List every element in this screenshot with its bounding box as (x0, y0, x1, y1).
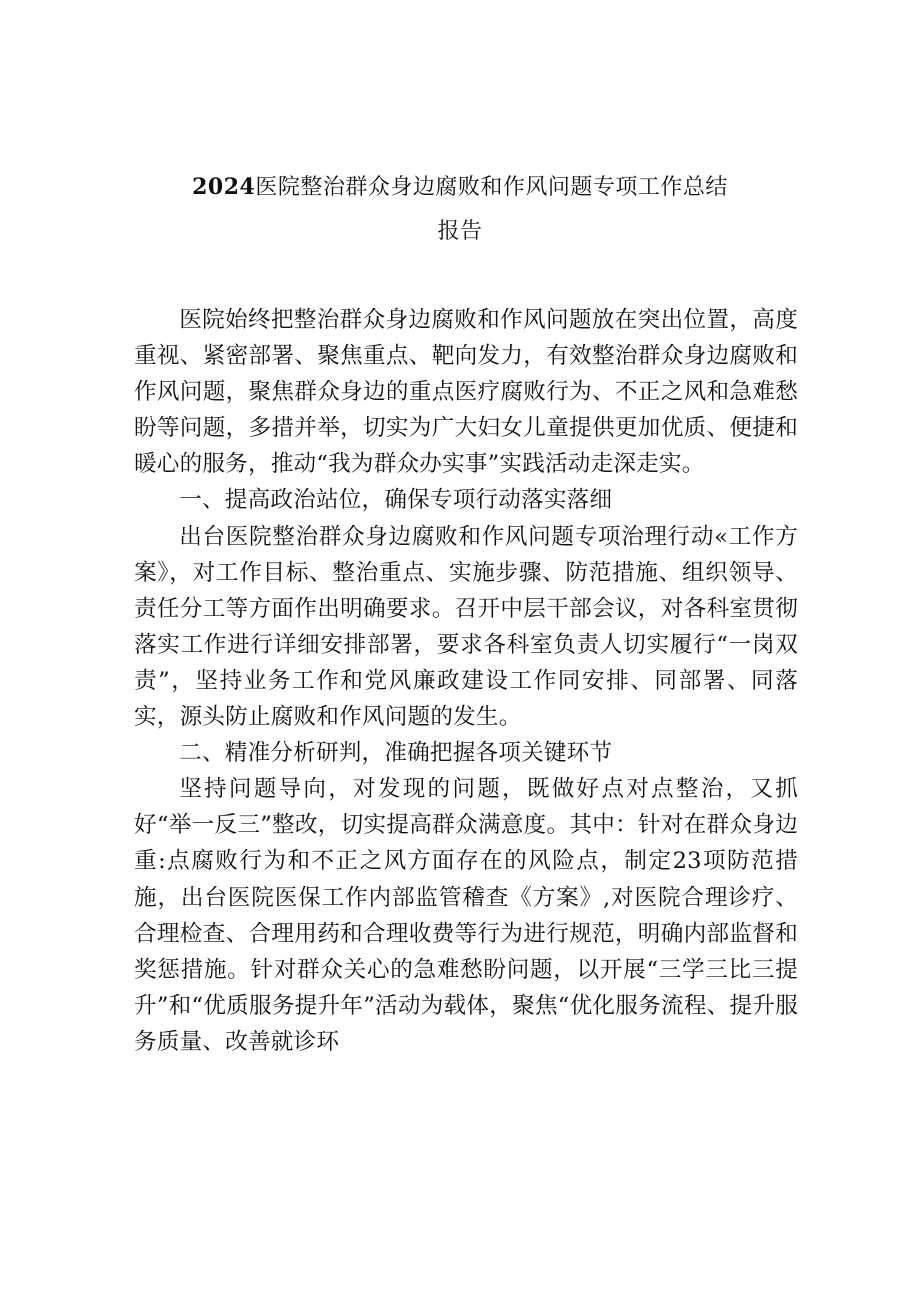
section-heading-2: 二、精准分析研判，准确把握各项关键环节 (179, 740, 613, 767)
intro-paragraph: 医院始终把整治群众身边腐败和作风问题放在突出位置，高度重视、紧密部署、聚焦重点、靶向发力，有效整治群众身边腐败和作风问题，聚焦群众身边的重点医疗腐败行为、不正之风和急难愁盼等问题，多措并举，切实为广大妇女儿童提供更加优质、便捷和暖心的服务，推动“我为群众办实事”实践活动走深走实。 (134, 307, 798, 478)
document-body (134, 302, 798, 1060)
section-1-paragraph: 出台医院整治群众身边腐败和作风问题专项治理行动«工作方案》，对工作目标、整治重点、实施步骤、防范措施、组织领导、责任分工等方面作出明确要求。召开中层干部会议，对各科室贯彻落实工作进行详细安排部署，要求各科室负责人切实履行“一岗双责”，坚持业务工作和党风廉政建设工作同安排、同部署、同落实，源头防止腐败和作风问题的发生。 (134, 523, 798, 731)
document-title-continued: 报告 (437, 219, 483, 244)
section-2-paragraph: 坚持问题导向，对发现的问题，既做好点对点整治，又抓好“举一反三”整改，切实提高群众满意度。其中：针对在群众身边重:点腐败行为和不正之风方面存在的风险点，制定23项防范措施，出台医院医保工作内部监管稽查《方案》,对医院合理诊疗、合理检查、合理用药和合理收费等行为进行规范，明确内部监督和奖惩措施。针对群众关心的急难愁盼问题，以开展“三学三比三提升”和“优质服务提升年”活动为载体，聚焦“优化服务流程、提升服务质量、改善就诊环 (134, 776, 798, 1055)
section-heading-1: 一、提高政治站位，确保专项行动落实落细 (179, 487, 613, 514)
document-title (0, 170, 920, 201)
title-text: 医院整治群众身边腐败和作风问题专项工作总结 (255, 175, 728, 200)
title-year: 2024 (192, 174, 256, 200)
